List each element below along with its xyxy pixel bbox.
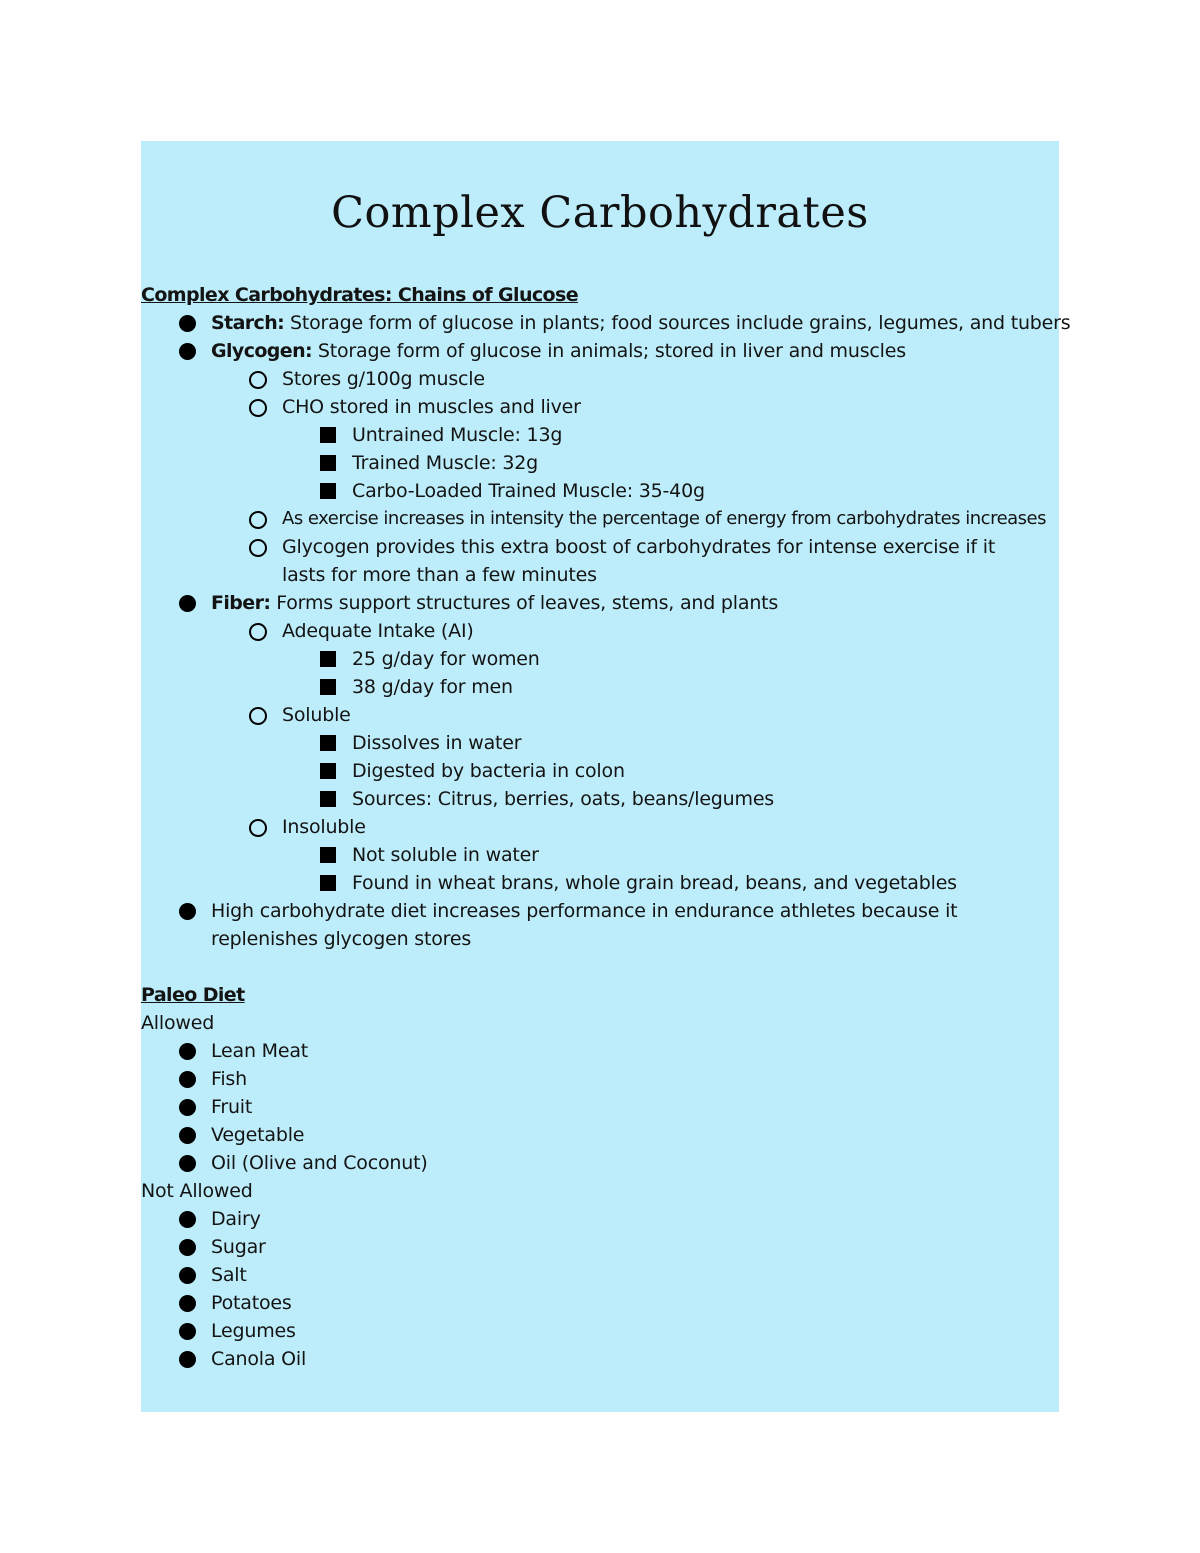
filled-circle-bullet-icon [179, 1071, 196, 1088]
filled-circle-bullet-icon [179, 1211, 196, 1228]
filled-circle-bullet-icon [179, 1127, 196, 1144]
square-bullet-icon [320, 875, 336, 891]
hollow-circle-bullet-icon [249, 707, 267, 725]
list-item-cho-stored: CHO stored in muscles and liver [141, 393, 1059, 421]
hollow-circle-bullet-icon [249, 539, 267, 557]
hollow-circle-bullet-icon [249, 623, 267, 641]
hollow-circle-bullet-icon [249, 399, 267, 417]
filled-circle-bullet-icon [179, 1155, 196, 1172]
list-item-allowed: Fish [141, 1065, 1059, 1093]
list-item-not-allowed: Dairy [141, 1205, 1059, 1233]
list-item-allowed: Oil (Olive and Coconut) [141, 1149, 1059, 1177]
page-title: Complex Carbohydrates [331, 188, 869, 238]
filled-circle-bullet-icon [179, 1239, 196, 1256]
list-item-digested: Digested by bacteria in colon [141, 757, 1059, 785]
list-item-found-in: Found in wheat brans, whole grain bread, beans, and vegetables [141, 869, 1059, 897]
list-item-high-carb-diet: High carbohydrate diet increases performance in endurance athletes because it replenishes glycogen stores [141, 897, 1059, 953]
hollow-circle-bullet-icon [249, 371, 267, 389]
filled-circle-bullet-icon [179, 1351, 196, 1368]
list-item-soluble: Soluble [141, 701, 1059, 729]
square-bullet-icon [320, 735, 336, 751]
hollow-circle-bullet-icon [249, 819, 267, 837]
list-item-glycogen-stores: Stores g/100g muscle [141, 365, 1059, 393]
section-heading-complex-carbs: Complex Carbohydrates: Chains of Glucose [141, 284, 578, 306]
section-heading-paleo: Paleo Diet [141, 984, 245, 1006]
filled-circle-bullet-icon [179, 315, 196, 332]
list-item-dissolves: Dissolves in water [141, 729, 1059, 757]
list-item-sources: Sources: Citrus, berries, oats, beans/legumes [141, 785, 1059, 813]
square-bullet-icon [320, 651, 336, 667]
list-item-not-allowed: Legumes [141, 1317, 1059, 1345]
list-item-glycogen-boost: Glycogen provides this extra boost of carbohydrates for intense exercise if it lasts for more than a few minutes [141, 533, 1059, 589]
list-item-glycogen: Glycogen: Storage form of glucose in animals; stored in liver and muscles [141, 337, 1059, 365]
list-item-not-allowed: Sugar [141, 1233, 1059, 1261]
hollow-circle-bullet-icon [249, 511, 267, 529]
not-allowed-label: Not Allowed [141, 1180, 253, 1202]
square-bullet-icon [320, 427, 336, 443]
square-bullet-icon [320, 483, 336, 499]
filled-circle-bullet-icon [179, 1295, 196, 1312]
list-item-insoluble: Insoluble [141, 813, 1059, 841]
list-item-allowed: Lean Meat [141, 1037, 1059, 1065]
filled-circle-bullet-icon [179, 903, 196, 920]
allowed-label: Allowed [141, 1012, 215, 1034]
square-bullet-icon [320, 763, 336, 779]
square-bullet-icon [320, 455, 336, 471]
list-item-not-allowed: Salt [141, 1261, 1059, 1289]
list-item-trained-muscle: Trained Muscle: 32g [141, 449, 1059, 477]
square-bullet-icon [320, 679, 336, 695]
document-body [141, 281, 1071, 1373]
filled-circle-bullet-icon [179, 1267, 196, 1284]
list-item-not-allowed: Canola Oil [141, 1345, 1059, 1373]
square-bullet-icon [320, 847, 336, 863]
list-item-fiber-women: 25 g/day for women [141, 645, 1059, 673]
list-item-fiber: Fiber: Forms support structures of leaves, stems, and plants [141, 589, 1059, 617]
list-item-not-allowed: Potatoes [141, 1289, 1059, 1317]
list-item-allowed: Fruit [141, 1093, 1059, 1121]
filled-circle-bullet-icon [179, 343, 196, 360]
list-item-exercise-intensity: As exercise increases in intensity the percentage of energy from carbohydrates increases [141, 505, 1059, 533]
filled-circle-bullet-icon [179, 1043, 196, 1060]
list-item-untrained-muscle: Untrained Muscle: 13g [141, 421, 1059, 449]
square-bullet-icon [320, 791, 336, 807]
list-item-not-soluble: Not soluble in water [141, 841, 1059, 869]
list-item-allowed: Vegetable [141, 1121, 1059, 1149]
list-item-fiber-men: 38 g/day for men [141, 673, 1059, 701]
filled-circle-bullet-icon [179, 595, 196, 612]
filled-circle-bullet-icon [179, 1323, 196, 1340]
filled-circle-bullet-icon [179, 1099, 196, 1116]
list-item-carbo-loaded: Carbo-Loaded Trained Muscle: 35-40g [141, 477, 1059, 505]
list-item-adequate-intake: Adequate Intake (AI) [141, 617, 1059, 645]
list-item-starch: Starch: Storage form of glucose in plants; food sources include grains, legumes, and tubers [141, 309, 1059, 337]
